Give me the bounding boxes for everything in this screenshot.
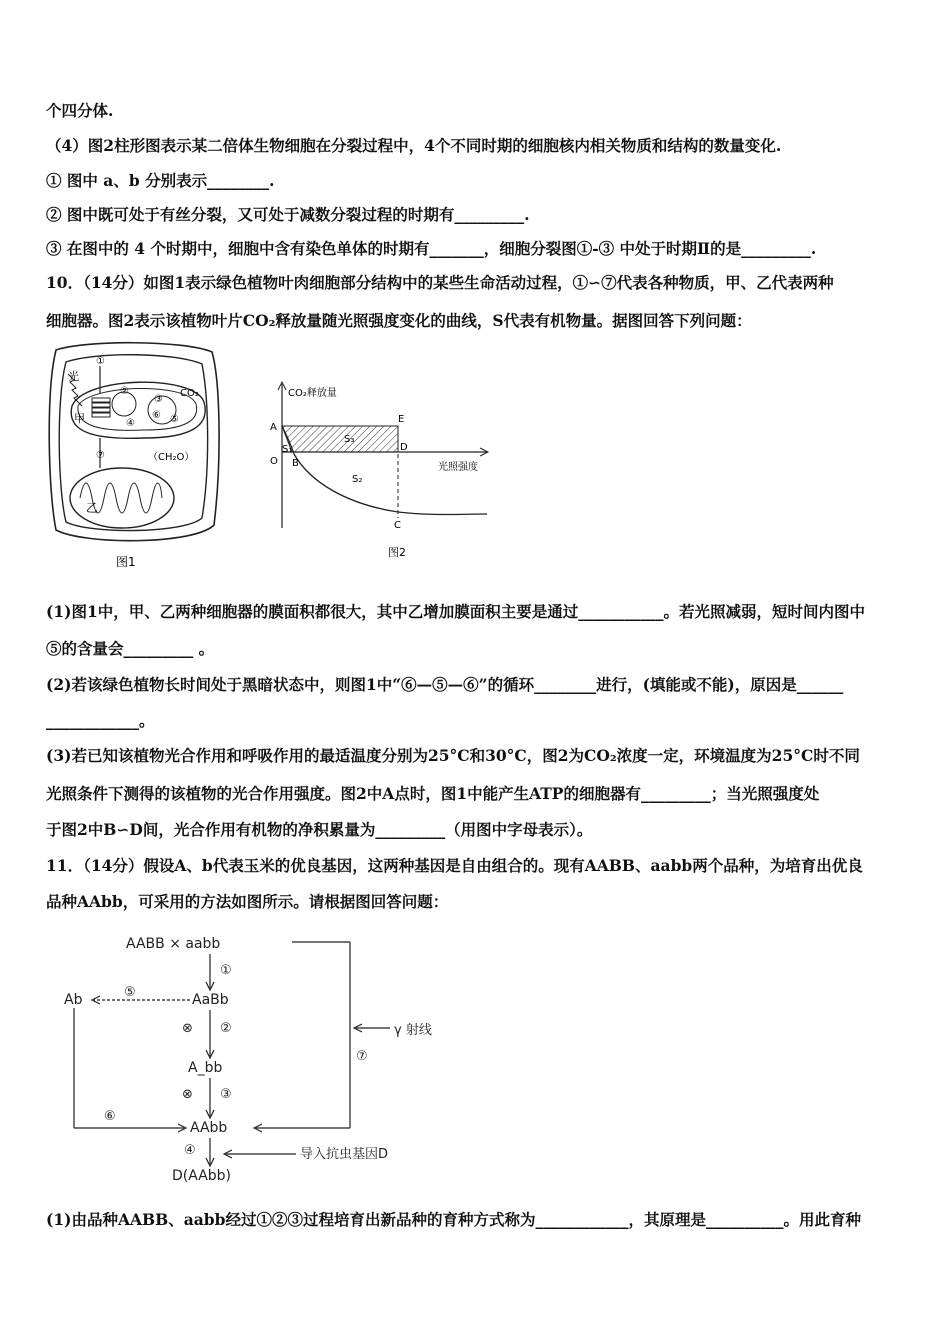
gamma-ray-label: γ 射线 [394,1023,432,1038]
transgene-label: 导入抗虫基因D [300,1147,389,1162]
x-axis-label: 光照强度 [438,462,478,473]
selfing-mark-1: ⊗ [182,1021,193,1036]
q11-part1-line-1: (1)由品种AABB、aabb经过①②③过程培育出新品种的育种方式称为____________，其原理是__________。用此育种 [46,1210,861,1229]
question-11-line-1: 11．（14分）假设A、b代表玉米的优良基因，这两种基因是自由组合的。现有AABB、aabb两个品种，为培育出优良 [46,856,863,875]
q10-part2-line-2: ____________。 [46,711,155,730]
y-axis-label: CO₂释放量 [288,388,337,399]
s3-region [282,426,398,452]
f2-label: A_bb [188,1060,223,1076]
f1-label: AaBb [192,992,229,1008]
question-10-line-2: 细胞器。图2表示该植物叶片CO₂释放量随光照强度变化的曲线，S代表有机物量。据图回答下列问题： [46,311,752,330]
step-2: ② [220,1021,232,1036]
parents-label: AABB × aabb [126,936,221,952]
text-line-3: ① 图中 a、b 分别表示________. [46,171,275,190]
question-11-line-2: 品种AAbb，可采用的方法如图所示。请根据图回答问题： [46,892,449,911]
marker-6: ⑥ [152,410,161,421]
selfing-mark-2: ⊗ [182,1087,193,1102]
marker-1: ① [96,356,105,367]
point-b: B [292,458,299,469]
light-label: 光 [68,370,79,383]
marker-2: ② [120,386,129,397]
step-6: ⑥ [104,1109,116,1124]
ch2o-label: （CH₂O） [148,452,195,463]
figure-2-co2-graph [262,378,502,564]
text-line-5: ③ 在图中的 4 个时期中，细胞中含有染色单体的时期有_______，细胞分裂图①-③ 中处于时期Ⅱ的是_________. [46,239,817,258]
point-c: C [394,520,401,531]
figure-3-breeding-diagram [60,928,490,1190]
point-e: E [398,414,405,425]
q10-part3-line-1: (3)若已知该植物光合作用和呼吸作用的最适温度分别为25°C和30°C，图2为CO₂浓度一定，环境温度为25°C时不同 [46,746,860,765]
yi-label: 乙 [86,501,99,515]
marker-4: ④ [126,418,135,429]
step-7: ⑦ [356,1049,368,1064]
step-1: ① [220,963,232,978]
point-a: A [270,422,277,433]
step-3: ③ [220,1087,232,1102]
q10-part3-line-2: 光照条件下测得的该植物的光合作用强度。图2中A点时，图1中能产生ATP的细胞器有_________；当光照强度处 [46,784,820,803]
marker-3: ③ [154,394,163,405]
point-o: O [270,456,278,467]
figure-1-cell-diagram [44,340,224,572]
marker-5: ⑤ [170,414,179,425]
co2-label: CO₂ [180,388,199,399]
aabb-label: AAbb [190,1120,228,1136]
point-d: D [400,442,408,453]
label-s3: S₃ [344,434,355,445]
label-s2: S₂ [352,474,363,485]
question-10-line-1: 10．（14分）如图1表示绿色植物叶肉细胞部分结构中的某些生命活动过程，①∽⑦代表各种物质，甲、乙代表两种 [46,273,834,292]
label-s1: S₁ [282,444,293,455]
mitochondrion [70,468,174,528]
text-line-2: （4）图2柱形图表示某二倍体生物细胞在分裂过程中，4个不同时期的细胞核内相关物质和结构的数量变化. [46,136,782,155]
step-5: ⑤ [124,985,136,1000]
ab-label: Ab [64,992,83,1008]
step-4: ④ [184,1143,196,1158]
q10-part1-line-1: (1)图1中，甲、乙两种细胞器的膜面积都很大，其中乙增加膜面积主要是通过___________。若光照减弱，短时间内图中 [46,602,865,621]
q10-part2-line-1: (2)若该绿色植物长时间处于黑暗状态中，则图1中“⑥—⑤—⑥”的循环________进行，(填能或不能)，原因是______ [46,675,844,694]
q10-part3-line-3: 于图2中B∽D间，光合作用有机物的净积累量为_________（用图中字母表示）。 [46,820,593,839]
text-line-1: 个四分体. [46,101,114,120]
marker-7: ⑦ [96,450,105,461]
jia-label: 甲 [74,412,85,425]
figure-1-caption: 图1 [116,555,136,569]
final-product-label: D(AAbb) [172,1168,232,1184]
q10-part1-line-2: ⑤的含量会_________ 。 [46,639,215,658]
figure-2-caption: 图2 [388,546,406,559]
text-line-4: ② 图中既可处于有丝分裂，又可处于减数分裂过程的时期有_________. [46,205,530,224]
